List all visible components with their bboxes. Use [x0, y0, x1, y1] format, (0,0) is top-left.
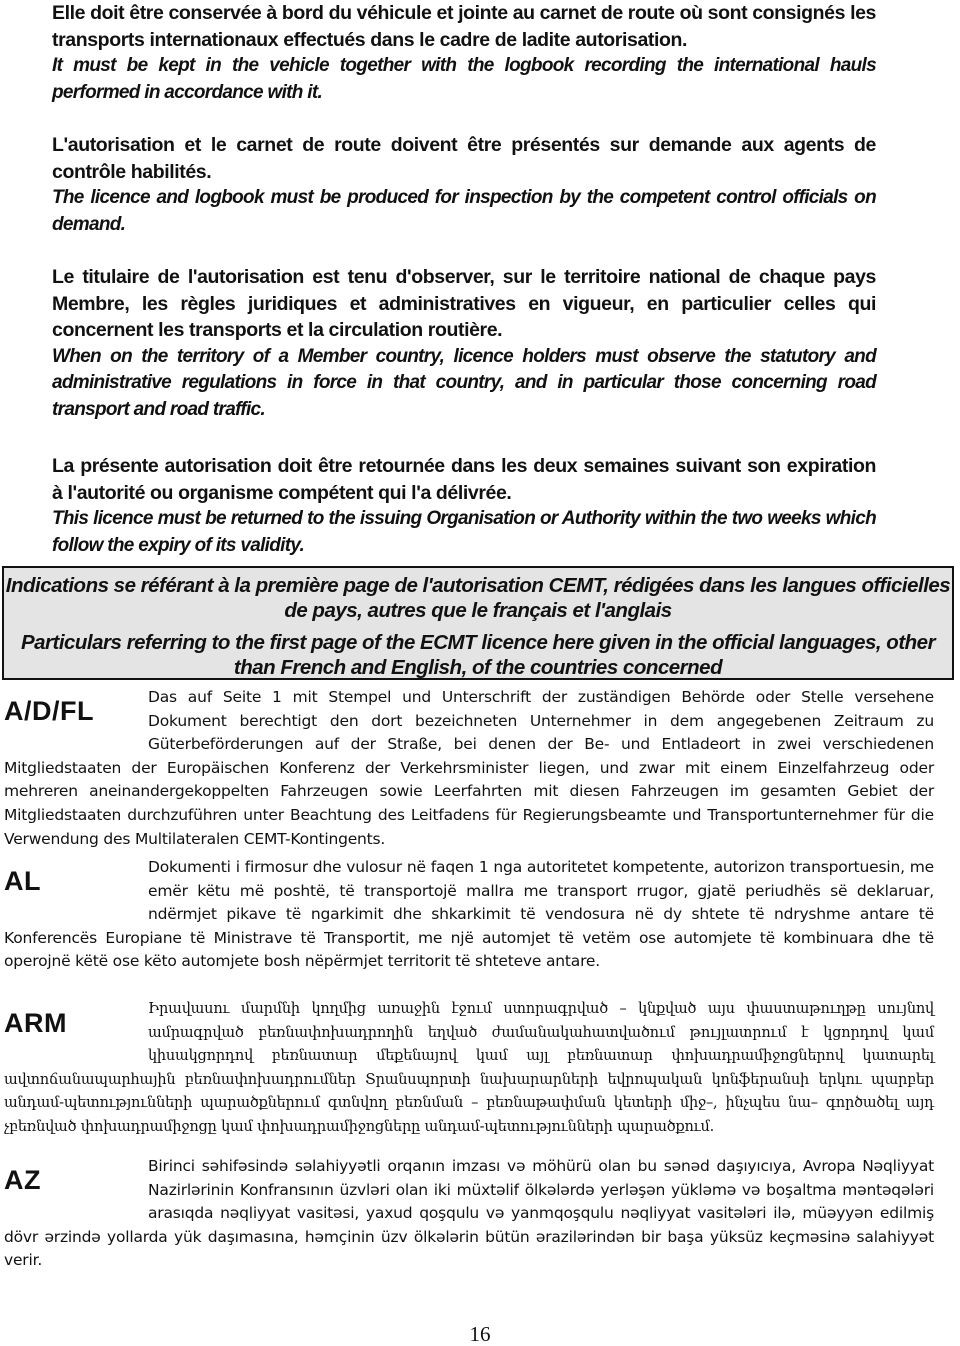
- entry-text: Das auf Seite 1 mit Stempel und Unterschrift der zuständigen Behörde oder Stelle versehene Dokument berechtigt den dort bezeichneten Unternehmer in dem angegebenen Zeitraum zu Güterbeförderungen auf der Straße, bei denen der Be- und Entladeort in zwei verschiedenen Mitgliedstaaten der Europäischen Konferenz der Verkehrsminister liegen, und zwar mit einem Einzelfahrzeug oder mehreren aneinandergekoppelten Fahrzeugen sowie Leerfahrten mit diesen Fahrzeugen im gesamten Gebiet der Mitgliedstaaten durchzuführen unter Beachtung des Leitfadens für Regierungsbeamte und Transportunternehmer für die Verwendung des Multilateralen CEMT-Kontingents.: [4, 688, 934, 848]
- language-entry-a-d-fl: [4, 686, 934, 851]
- paragraph-english: This licence must be returned to the issuing Organisation or Authority within the two weeks which follow the expiry of its validity.: [52, 508, 876, 556]
- paragraph-return: [52, 453, 876, 559]
- paragraph-english: The licence and logbook must be produced for inspection by the competent control officials on demand.: [52, 187, 876, 235]
- paragraph-french: Elle doit être conservée à bord du véhicule et jointe au carnet de route où sont consignés les transports internationaux effectués dans le cadre de ladite autorisation.: [52, 2, 876, 51]
- country-code: AL: [4, 866, 41, 896]
- languages-banner: [2, 566, 954, 680]
- paragraph-inspection: [52, 132, 876, 238]
- entry-text: Birinci səhifəsində səlahiyyətli orqanın imzası və möhürü olan bu sənəd daşıyıcıya, Avropa Nəqliyyat Nazirlərinin Konfransının üzvləri olan iki müxtəlif ölkələrdə yerləşən yükləmə və boşaltma məntəqələri arasıqda nəqliyyat vasitəsi, yaxud qoşqulu və yanmqoşqulu nəqliyyat vasitələri ilə, müəyyən edilmiş dövr ərzində yollarda yük daşımasına, həmçinin üzv ölkələrin bütün ərazilərindən bir başa yüksüz keçməsinə salahiyyət verir.: [4, 1157, 934, 1270]
- paragraph-regulations: [52, 264, 876, 423]
- paragraph-english: It must be kept in the vehicle together with the logbook recording the international hauls performed in accordance with it.: [52, 55, 876, 103]
- entry-text: Իրավասու մարմնի կողմից առաջին էջում ստորագրված – կնքված այս փաստաթուղթը սույնով ամրագրված բեռնափոխադրողին եղված ժամանակահատվածում թույլատրում է կցորդով կամ կիսակցորդով բեռնատար մեքենայով կամ այլ բեռնատար փոխադրամիջոցներով կատարել ավտոճանապարհային բեռնափոխադրումներ Տրանսպորտի նախարարների եվրոպական կոնֆերանսի երկու պարբեր անդամ-պետությունների պարածքներում գտնվող բեռնման – բեռնաթափման կետերի միջ–, ինչպես նա– գործածել այդ չբեռնված փոխադրամիջոցը կամ փոխադրամիջոցները անդամ-պետությունների պարածքում.: [4, 1001, 934, 1135]
- paragraph-english: When on the territory of a Member country, licence holders must observe the statutory and administrative regulations in force in that country, and in particular those concerning road transport and road traffic.: [52, 345, 876, 420]
- banner-english-heading: Particulars referring to the first page of the ECMT licence here given in the official languages, other than French and English, of the countries concerned: [20, 631, 936, 679]
- paragraph-french: Le titulaire de l'autorisation est tenu d'observer, sur le territoire national de chaque pays Membre, les règles juridiques et administratives en vigueur, en particulier celles qui concernent les transports et la circulation routière.: [52, 266, 876, 341]
- banner-french-heading: Indications se référant à la première page de l'autorisation CEMT, rédigées dans les langues officielles de pays, autres que le français et l'anglais: [5, 574, 951, 622]
- country-code: AZ: [4, 1165, 41, 1195]
- country-code: A/D/FL: [4, 696, 94, 726]
- paragraph-logbook: [52, 0, 876, 106]
- entry-text: Dokumenti i firmosur dhe vulosur në faqen 1 nga autoritetet kompetente, autorizon transportuesin, me emër këtu më poshtë, të transportojë mallra me transport rrugor, gjatë periudhës së deklaruar, ndërmjet pikave të ngarkimit dhe shkarkimit të vendosura në dy shtete të ndryshme antare të Konferencës Europiane të Ministrave të Transportit, me një automjet të vetëm ose automjete të kombinuara dhe të operojnë këtë ose këto automjete bosh nëpërmjet territorit të shteteve antare.: [4, 858, 934, 971]
- language-entry-arm: [4, 998, 934, 1140]
- language-entry-al: [4, 856, 934, 974]
- page-number: 16: [469, 1322, 491, 1346]
- paragraph-french: L'autorisation et le carnet de route doivent être présentés sur demande aux agents de contrôle habilités.: [52, 134, 876, 183]
- paragraph-french: La présente autorisation doit être retournée dans les deux semaines suivant son expiration à l'autorité ou organisme compétent qui l'a délivrée.: [52, 455, 876, 504]
- country-code: ARM: [4, 1008, 67, 1038]
- language-entry-az: [4, 1155, 934, 1273]
